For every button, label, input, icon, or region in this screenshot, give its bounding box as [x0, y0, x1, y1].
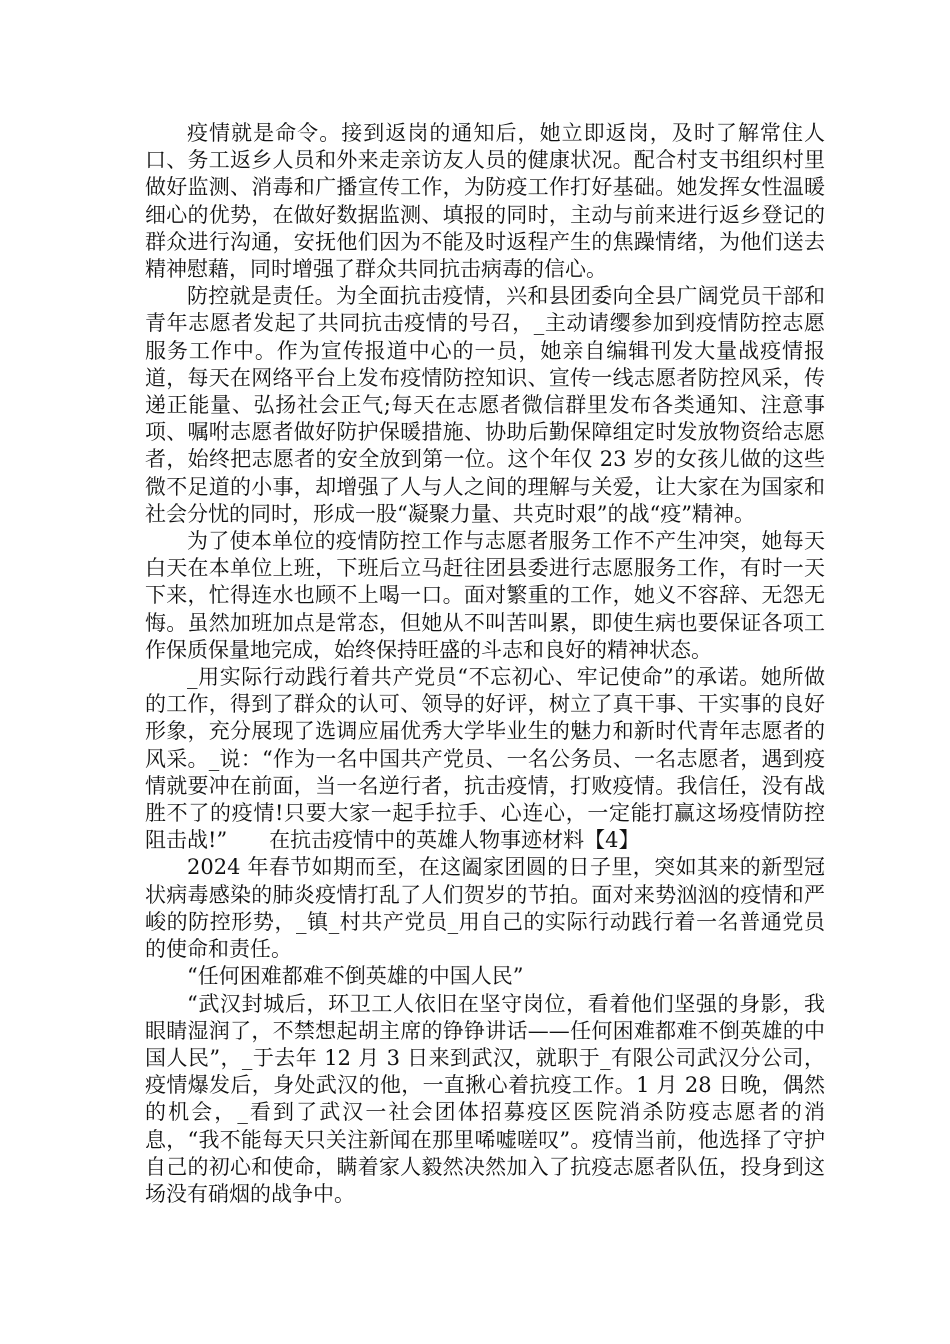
paragraph-1: 疫情就是命令。接到返岗的通知后，她立即返岗，及时了解常住人口、务工返乡人员和外来走亲访友人员的健康状况。配合村支书组织村里做好监测、消毒和广播宣传工作，为防疫工作打好基础。她发挥女性温暖细心的优势，在做好数据监测、填报的同时，主动与前来进行返乡登记的群众进行沟通，安抚他们因为不能及时返程产生的焦躁情绪，为他们送去精神慰藉，同时增强了群众共同抗击病毒的信心。: [145, 121, 825, 282]
paragraph-4: _用实际行动践行着共产党员“不忘初心、牢记使命”的承诺。她所做的工作，得到了群众的认可、领导的好评，树立了真干事、干实事的良好形象，充分展现了选调应届优秀大学毕业生的魅力和新时代青年志愿者的风采。_说：“作为一名中国共产党员、一名公务员、一名志愿者，遇到疫情就要冲在前面，当一名逆行者，抗击疫情，打败疫情。我信任，没有战胜不了的疫情!只要大家一起手拉手、心连心，一定能打赢这场疫情防控阻击战!” 在抗击疫情中的英雄人物事迹材料【4】: [145, 665, 825, 853]
document-page: [145, 120, 825, 1208]
paragraph-7: “武汉封城后，环卫工人依旧在坚守岗位，看着他们坚强的身影，我眼睛湿润了，不禁想起胡主席的铮铮讲话——任何困难都难不倒英雄的中国人民”，_于去年 12 月 3 日来到武汉，就职于_有限公司武汉分公司，疫情爆发后，身处武汉的他，一直揪心着抗疫工作。1 月 28 日晚，偶然的机会，_看到了武汉一社会团体招募疫区医院消杀防疫志愿者的消息，“我不能每天只关注新闻在那里唏嘘嗟叹”。疫情当前，他选择了守护自己的初心和使命，瞒着家人毅然决然加入了抗疫志愿者队伍，投身到这场没有硝烟的战争中。: [145, 991, 825, 1206]
paragraph-5: 2024 年春节如期而至，在这阖家团圆的日子里，突如其来的新型冠状病毒感染的肺炎疫情打乱了人们贺岁的节拍。面对来势汹汹的疫情和严峻的防控形势，_镇_村共产党员_用自己的实际行动践行着一名普通党员的使命和责任。: [145, 855, 825, 962]
paragraph-6-heading: “任何困难都难不倒英雄的中国人民”: [187, 964, 524, 989]
paragraph-2: 防控就是责任。为全面抗击疫情，兴和县团委向全县广阔党员干部和青年志愿者发起了共同抗击疫情的号召，_主动请缨参加到疫情防控志愿服务工作中。作为宣传报道中心的一员，她亲自编辑刊发大量战疫情报道，每天在网络平台上发布疫情防控知识、宣传一线志愿者防控风采，传递正能量、弘扬社会正气;每天在志愿者微信群里发布各类通知、注意事项、嘱咐志愿者做好防护保暖措施、协助后勤保障组定时发放物资给志愿者，始终把志愿者的安全放到第一位。这个年仅 23 岁的女孩儿做的这些微不足道的小事，却增强了人与人之间的理解与关爱，让大家在为国家和社会分忧的同时，形成一股“凝聚力量、共克时艰”的战“疫”精神。: [145, 284, 825, 526]
paragraph-3: 为了使本单位的疫情防控工作与志愿者服务工作不产生冲突，她每天白天在本单位上班，下班后立马赶往团县委进行志愿服务工作，有时一天下来，忙得连水也顾不上喝一口。面对繁重的工作，她义不容辞、无怨无悔。虽然加班加点是常态，但她从不叫苦叫累，即使生病也要保证各项工作保质保量地完成，始终保持旺盛的斗志和良好的精神状态。: [145, 529, 825, 662]
